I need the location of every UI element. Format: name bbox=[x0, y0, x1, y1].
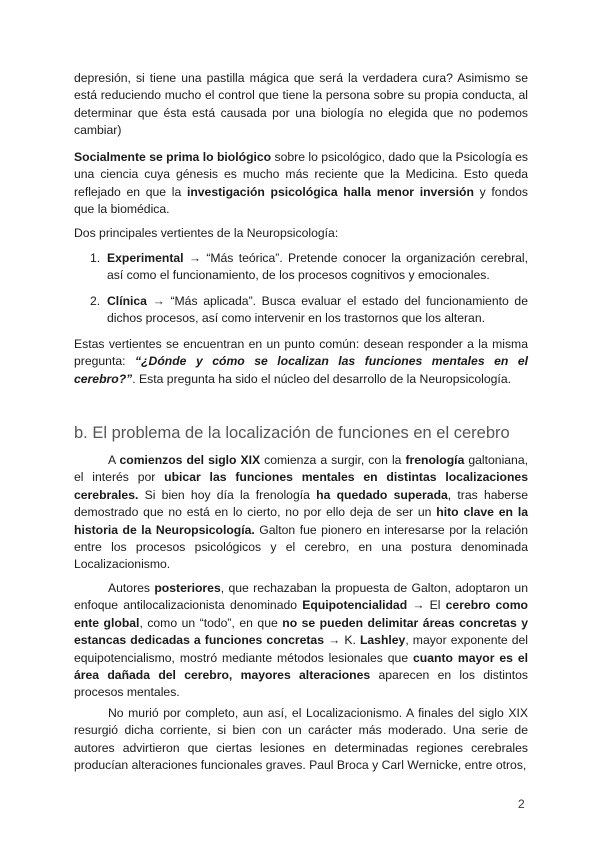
bold-text: Lashley bbox=[359, 633, 406, 648]
bold-text: Equipotencialidad bbox=[302, 598, 408, 613]
paragraph-equipotentiality: Autores posteriores, que rechazaban la propuesta de Galton, adoptaron un enfoque antilocalizacionista denominado Equipotencialidad → El cerebro como ente global, como un “todo”, en que no se pueden delimitar áreas concretas y estancas dedicadas a funciones concretas → K. Lashley, mayor exponente del equipotencialismo, mostró mediante métodos lesionales que cuanto mayor es el área dañada del cerebro, mayores alteraciones aparecen en los distintos procesos mentales. bbox=[74, 581, 528, 700]
list-item: 2. Clínica → “Más aplicada”. Busca evaluar el estado del funcionamiento de dichos procesos, así como intervenir en los trastornos que los alteran. bbox=[90, 294, 528, 326]
bold-text: investigación psicológica halla menor inversión bbox=[186, 184, 474, 199]
paragraph-vertientes-intro: Dos principales vertientes de la Neuropsicología: bbox=[74, 226, 339, 240]
bold-text: frenología bbox=[405, 453, 465, 467]
page-number: 2 bbox=[518, 797, 525, 811]
paragraph-continuation: depresión, si tiene una pastilla mágica que será la verdadera cura? Asimismo se está reduciendo mucho el control que tiene la persona sobre su propia conducta, al determinar que ésta está causada por una biología no elegida que no podemos cambiar) bbox=[74, 71, 528, 138]
bold-text: comienzos del siglo XIX bbox=[119, 453, 261, 467]
bold-text: ha quedado superada bbox=[316, 487, 448, 502]
list-number: 1. bbox=[90, 251, 101, 265]
bold-text: cuanto mayor es el área dañada del cerebro, mayores alteraciones bbox=[74, 650, 528, 683]
bold-text: hito clave en la historia de la Neuropsicología. bbox=[74, 505, 528, 537]
bold-text: posteriores bbox=[154, 581, 221, 595]
bold-text: Clínica bbox=[107, 294, 147, 308]
paragraph-localizationism-return: No murió por completo, aun así, el Localizacionismo. A finales del siglo XIX resurgió dicha corriente, si bien con un carácter más moderado. Una serie de autores advirtieron que ciertas lesiones en determinadas regiones cerebrales producían alteraciones funcionales graves. Paul Broca y Carl Wernicke, entre otros, bbox=[74, 706, 528, 773]
bold-text: cerebro como ente global bbox=[74, 598, 528, 630]
paragraph-common-question: Estas vertientes se encuentran en un punto común: desean responder a la misma pregunta: “¿Dónde y cómo se localizan las funciones mentales en el cerebro?”. Esta pregunta ha sido el núcleo del desarrollo de la Neuropsicología. bbox=[74, 337, 528, 386]
key-question: “¿Dónde y cómo se localizan las funciones mentales en el cerebro?” bbox=[74, 354, 528, 386]
paragraph-phrenology: A comienzos del siglo XIX comienza a surgir, con la frenología galtoniana, el interés por ubicar las funciones mentales en distintas localizaciones cerebrales. Si bien hoy día la frenología ha quedado superada, tras haberse demostrado que no está en lo cierto, no por ello deja de ser un hito clave en la historia de la Neuropsicología. Galton fue pionero en interesarse por la relación entre los procesos psicológicos y el cerebro, en una postura denominada Localizacionismo. bbox=[74, 453, 528, 572]
list-item: 1. Experimental → “Más teórica”. Pretende conocer la organización cerebral, así como el funcionamiento, de los procesos cognitivos y emocionales. bbox=[90, 251, 528, 283]
section-heading: b. El problema de la localización de funciones en el cerebro bbox=[74, 424, 510, 442]
bold-text: Experimental bbox=[107, 251, 184, 265]
list-number: 2. bbox=[90, 294, 101, 308]
paragraph-social-biology: Socialmente se prima lo biológico sobre lo psicológico, dado que la Psicología es una ciencia cuya génesis es mucho más reciente que la Medicina. Esto queda reflejado en que la investigación psicológica halla menor inversión y fondos que la biomédica. bbox=[74, 150, 528, 217]
bold-text: Socialmente se prima lo biológico bbox=[74, 150, 272, 164]
bold-text: no se pueden delimitar áreas concretas y estancas dedicadas a funciones concretas bbox=[74, 615, 528, 648]
bold-text: ubicar las funciones mentales en distintas localizaciones cerebrales. bbox=[74, 470, 528, 502]
